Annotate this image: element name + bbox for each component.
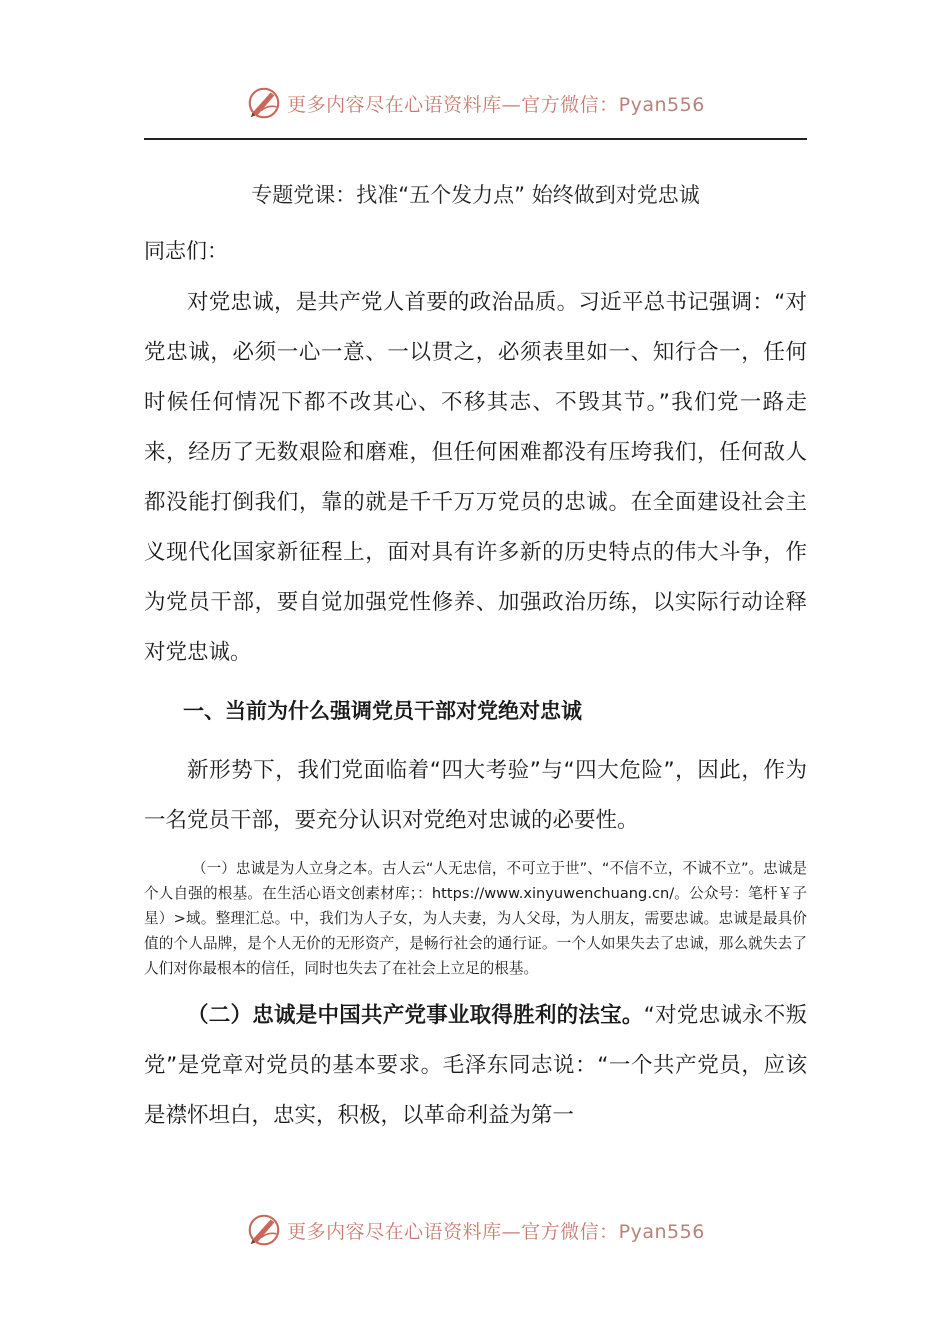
greeting: 同志们： (144, 239, 228, 263)
subsection-1-paragraph: （一）忠诚是为人立身之本。古人云“人无忠信，不可立于世”、“不信不立，不诚不立”。忠诚是个人自强的根基。在生活心语文创素材库；：https://www.xinyuwenchuang.cn/。公众号：笔杆￥子星）>域。整理汇总。中，我们为人子女，为人夫妻，为人父母，为人朋友，需要忠诚。忠诚是最具价值的个人品牌，是个人无价的无形资产，是畅行社会的通行证。一个人如果失去了忠诚，那么就失去了人们对你最根本的信任，同时也失去了在社会上立足的根基。 (144, 860, 807, 977)
subsection-2-heading: （二）忠诚是中国共产党事业取得胜利的法宝。 (187, 1003, 644, 1028)
header-divider (144, 138, 807, 140)
intro-paragraph: 对党忠诚，是共产党人首要的政治品质。习近平总书记强调：“对党忠诚，必须一心一意、一以贯之，必须表里如一、知行合一，任何时候任何情况下都不改其心、不移其志、不毁其节。”我们党一路走来，经历了无数艰险和磨难，但任何困难都没有压垮我们，任何敌人都没能打倒我们，靠的就是千千万万党员的忠诚。在全面建设社会主义现代化国家新征程上，面对具有许多新的历史特点的伟大斗争，作为党员干部，要自觉加强党性修养、加强政治历练，以实际行动诠释对党忠诚。 (144, 290, 807, 665)
section1-paragraph: 新形势下，我们党面临着“四大考验”与“四大危险”，因此，作为一名党员干部，要充分认识对党绝对忠诚的必要性。 (144, 758, 807, 833)
banner-label: 更多内容尽在心语资料库—官方微信： (287, 1220, 619, 1243)
subsection-2-text: “对党忠诚永不叛党”是党章对党员的基本要求。毛泽东同志说：“一个共产党员，应该是襟怀坦白，忠实，积极，以革命利益为第一 (144, 1003, 807, 1128)
pen-logo-icon (245, 84, 283, 122)
banner-text (287, 1217, 705, 1244)
wechat-id: Pyan556 (618, 93, 705, 116)
subsection-2-paragraph (144, 991, 807, 1141)
banner-label: 更多内容尽在心语资料库—官方微信： (287, 93, 619, 116)
document-title: 专题党课：找准“五个发力点” 始终做到对党忠诚 (251, 183, 700, 207)
banner-text (287, 90, 705, 117)
pen-logo-icon (245, 1211, 283, 1249)
document-body (144, 172, 807, 1141)
footer-banner (0, 1210, 950, 1250)
header-banner (0, 83, 950, 123)
section-heading-1: 一、当前为什么强调党员干部对党绝对忠诚 (183, 699, 582, 723)
wechat-id: Pyan556 (618, 1220, 705, 1243)
